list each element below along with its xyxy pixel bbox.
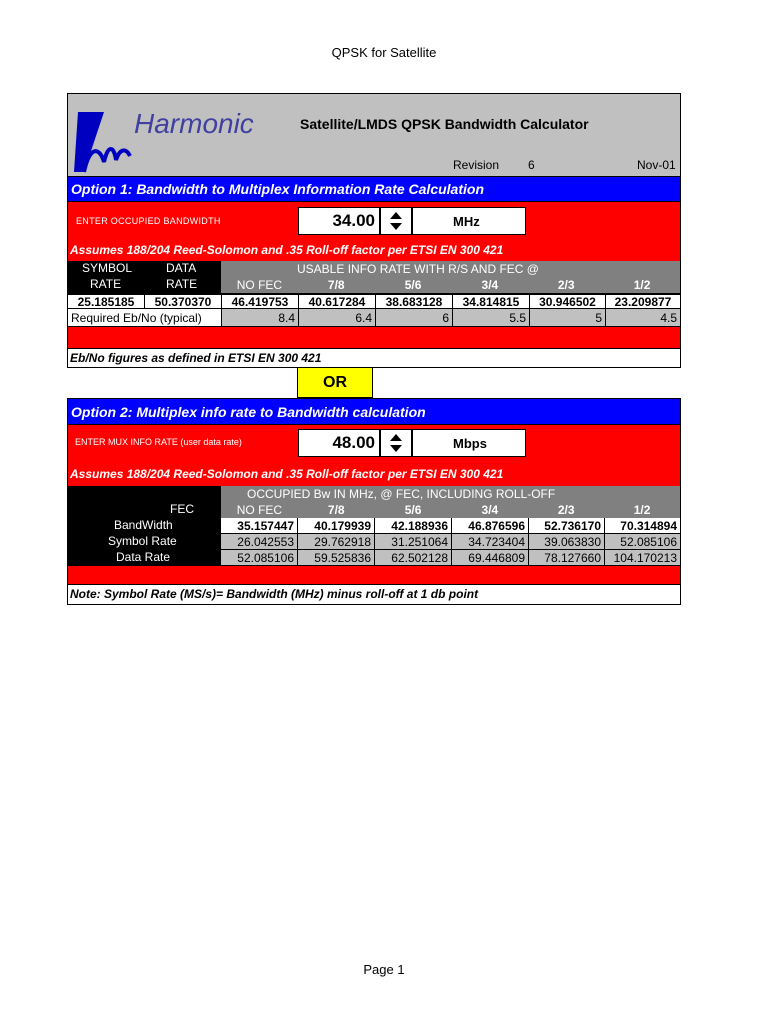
- info-rate-value: 34.814815: [453, 295, 530, 308]
- info-rate-value: 30.946502: [530, 295, 606, 308]
- option2-input-label: ENTER MUX INFO RATE (user data rate): [75, 437, 242, 447]
- data-rate-value: 50.370370: [145, 295, 222, 308]
- data-rate-row: [221, 550, 681, 566]
- fec-label: FEC: [170, 502, 194, 516]
- ebno-value: 5: [530, 309, 606, 326]
- ebno-value: 6: [376, 309, 453, 326]
- option2-occupied-header: [221, 486, 681, 502]
- spinner-arrows-icon[interactable]: [381, 208, 411, 234]
- option2-spacer: [67, 566, 681, 584]
- ebno-value: 8.4: [222, 309, 299, 326]
- logo-brand: Harmonic: [134, 108, 254, 139]
- symbol-rate-row: [221, 534, 681, 550]
- option1-title-bar: [67, 176, 681, 202]
- symbol-rate-value: 29.762918: [298, 534, 375, 549]
- option1-note: Eb/No figures as defined in ETSI EN 300 421: [70, 351, 322, 365]
- info-rate-value: 23.209877: [614, 294, 672, 309]
- fec-col-header: 7/8: [327, 278, 345, 292]
- ebno-value: 5.5: [453, 309, 530, 326]
- bandwidth-value: 52.736170: [529, 518, 605, 533]
- option1-spacer: [67, 327, 681, 348]
- harmonic-logo-icon: [70, 104, 140, 174]
- data-rate-value: 78.127660: [529, 550, 605, 565]
- ebno-row: [67, 309, 681, 327]
- fec-col-header: 2/3: [557, 503, 575, 517]
- fec-col-header: 7/8: [327, 503, 345, 517]
- revision-date: Nov-01: [637, 158, 676, 172]
- logo-area: [68, 94, 268, 176]
- data-rate-value: 62.502128: [375, 550, 452, 565]
- option2-assumes: Assumes 188/204 Reed-Solomon and .35 Roll-off factor per ETSI EN 300 421: [70, 467, 504, 481]
- symbol-header-1: SYMBOL: [82, 261, 133, 275]
- mux-rate-input[interactable]: 48.00: [298, 429, 380, 457]
- ebno-value: 6.4: [299, 309, 376, 326]
- calculator-title: Satellite/LMDS QPSK Bandwidth Calculator: [300, 116, 589, 132]
- ebno-value: 4.5: [606, 309, 680, 326]
- calculator-sheet: [67, 93, 681, 605]
- option2-label-column: [67, 486, 221, 566]
- fec-col-header: 5/6: [404, 503, 422, 517]
- symbol-rate-label: Symbol Rate: [108, 534, 177, 548]
- fec-col-header: 3/4: [481, 503, 499, 517]
- mux-rate-unit: Mbps: [412, 429, 526, 457]
- option1-input-label: ENTER OCCUPIED BANDWIDTH: [76, 216, 221, 226]
- data-rate-value: 69.446809: [452, 550, 529, 565]
- symbol-rate-value: 39.063830: [529, 534, 605, 549]
- occupied-header: OCCUPIED Bw IN MHz, @ FEC, INCLUDING ROLL-OFF: [247, 487, 556, 501]
- fec-col-header: 1/2: [633, 278, 651, 292]
- revision-label: Revision: [453, 158, 500, 172]
- bandwidth-row: [221, 518, 681, 534]
- option1-usable-header: [221, 261, 681, 277]
- option1-rate-header: [67, 261, 221, 293]
- option1-fec-header: [221, 277, 681, 293]
- symbol-rate-value: 31.251064: [375, 534, 452, 549]
- bandwidth-value: 42.188936: [375, 518, 452, 533]
- usable-info-header: USABLE INFO RATE WITH R/S AND FEC @: [297, 262, 539, 276]
- symbol-rate-value: 26.042553: [221, 534, 298, 549]
- option1-values-row: [67, 293, 681, 309]
- bandwidth-value: 70.314894: [620, 518, 677, 533]
- ebno-label: Required Eb/No (typical): [68, 309, 222, 326]
- symbol-rate-value: 25.185185: [68, 295, 145, 308]
- fec-col-header: 3/4: [481, 278, 499, 292]
- option2-assumes-row: [67, 462, 681, 486]
- bandwidth-unit: MHz: [412, 207, 526, 235]
- option2-note-row: [67, 584, 681, 605]
- option2-title: Option 2: Multiplex info rate to Bandwidth calculation: [71, 404, 426, 420]
- fec-col-header: NO FEC: [236, 278, 283, 292]
- bandwidth-label: BandWidth: [114, 518, 173, 532]
- data-rate-label: Data Rate: [116, 550, 171, 564]
- option2-note: Note: Symbol Rate (MS/s)= Bandwidth (MHz) minus roll-off at 1 db point: [70, 587, 479, 601]
- option2-title-bar: [67, 398, 681, 425]
- fec-col-header: 1/2: [633, 503, 651, 517]
- symbol-rate-value: 52.085106: [620, 534, 677, 549]
- option1-assumes-row: [67, 238, 681, 261]
- option1-title: Option 1: Bandwidth to Multiplex Information Rate Calculation: [71, 181, 484, 197]
- option1-assumes: Assumes 188/204 Reed-Solomon and .35 Roll-off factor per ETSI EN 300 421: [70, 243, 504, 257]
- or-separator: OR: [297, 368, 373, 398]
- option1-input-row: [67, 202, 681, 238]
- mux-rate-spinner[interactable]: [380, 429, 412, 457]
- info-rate-value: 38.683128: [376, 295, 453, 308]
- bandwidth-value: 35.157447: [221, 518, 298, 533]
- bandwidth-value: 46.876596: [452, 518, 529, 533]
- info-rate-value: 40.617284: [299, 295, 376, 308]
- option2-fec-header: [221, 502, 681, 518]
- data-header-1: DATA: [166, 261, 197, 275]
- spinner-arrows-icon[interactable]: [381, 430, 411, 456]
- page-footer: Page 1: [363, 962, 405, 977]
- data-header-2: RATE: [166, 277, 198, 291]
- page-header: QPSK for Satellite: [331, 45, 437, 60]
- fec-col-header: NO FEC: [236, 503, 283, 517]
- bandwidth-input[interactable]: 34.00: [298, 207, 380, 235]
- data-rate-value: 104.170213: [613, 550, 677, 565]
- symbol-rate-value: 34.723404: [452, 534, 529, 549]
- symbol-header-2: RATE: [90, 277, 122, 291]
- data-rate-value: 59.525836: [298, 550, 375, 565]
- data-rate-value: 52.085106: [221, 550, 298, 565]
- info-rate-value: 46.419753: [222, 295, 299, 308]
- option2-input-row: [67, 425, 681, 462]
- bandwidth-spinner[interactable]: [380, 207, 412, 235]
- fec-col-header: 5/6: [404, 278, 422, 292]
- option1-note-row: [67, 348, 681, 368]
- header-band: [67, 93, 681, 176]
- revision-value: 6: [528, 158, 535, 172]
- bandwidth-value: 40.179939: [298, 518, 375, 533]
- fec-col-header: 2/3: [557, 278, 575, 292]
